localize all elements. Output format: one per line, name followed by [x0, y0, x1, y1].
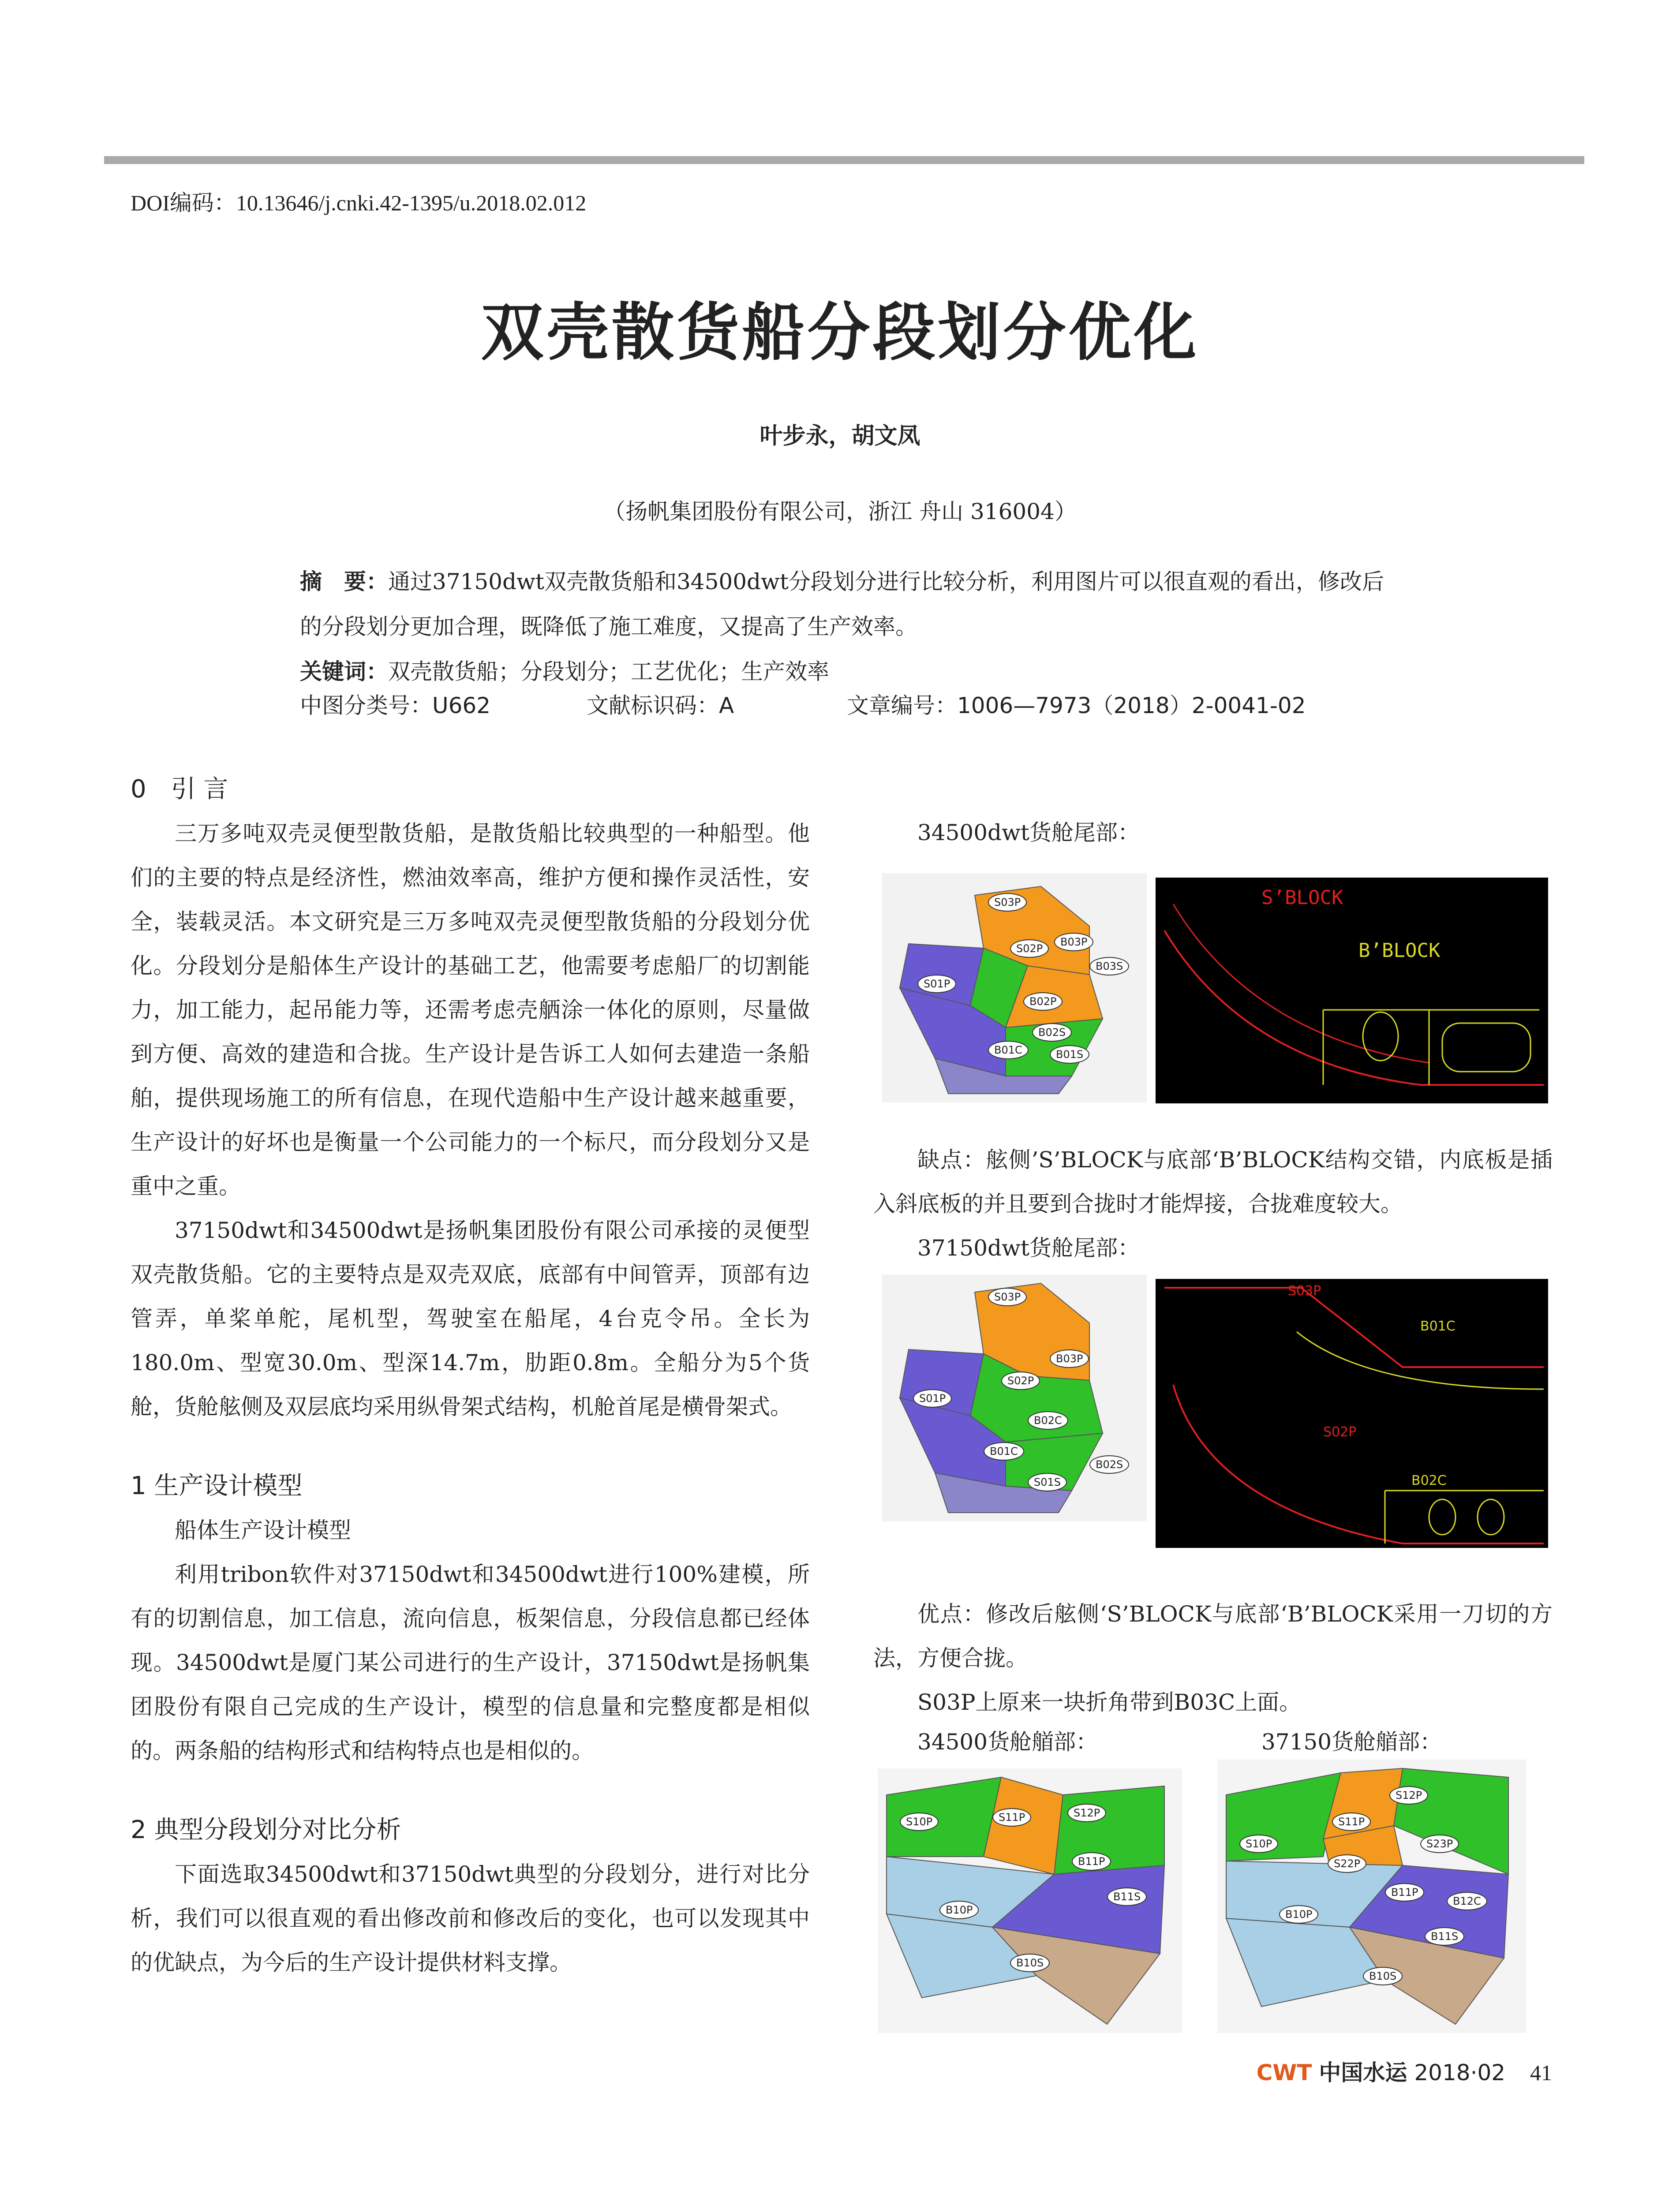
section-1-subtitle: 船体生产设计模型 — [175, 1517, 351, 1543]
block-label: B11P — [1385, 1883, 1424, 1902]
block-label: S22P — [1328, 1854, 1366, 1873]
doi-line: DOI编码：10.13646/j.cnki.42-1395/u.2018.02.012 — [131, 191, 587, 215]
block-label: B02S — [1089, 1455, 1129, 1474]
advantage-text — [873, 1592, 1553, 1724]
block-label: B02S — [1032, 1023, 1072, 1042]
block-label: B01C — [988, 1041, 1029, 1059]
block-label: S02P — [1010, 939, 1049, 958]
block-label: S01P — [913, 1389, 952, 1408]
intro-paragraph-1: 三万多吨双壳灵便型散货船，是散货船比较典型的一种船型。他们的主要的特点是经济性，燃油效率高，维护方便和操作灵活性，安全，装载灵活。本文研究是三万多吨双壳灵便型散货船的分段划分优化。分段划分是船体生产设计的基础工艺，他需要考虑船厂的切割能力，加工能力，起吊能力等，还需考虑壳舾涂一体化的原则，尽量做到方便、高效的建造和合拢。生产设计是告诉工人如何去建造一条船舶，提供现场施工的所有信息，在现代造船中生产设计越来越重要，生产设计的好坏也是衡量一个公司能力的一个标尺，而分段划分又是重中之重。 — [131, 821, 810, 1199]
block-label: B01C — [984, 1442, 1024, 1461]
abstract-text: 通过37150dwt双壳散货船和34500dwt分段划分进行比较分析，利用图片可以很直观的看出，修改后的分段划分更加合理，既降低了施工难度，又提高了生产效率。 — [300, 569, 1384, 639]
block-label: B02P — [1023, 992, 1063, 1011]
block-label: B10P — [939, 1901, 979, 1919]
clc-number: 中图分类号：U662 — [300, 693, 491, 718]
block-label: S03P — [988, 1288, 1027, 1306]
top-rule — [104, 156, 1584, 164]
block-label: S12P — [1389, 1786, 1428, 1805]
block-label: B12C — [1447, 1892, 1487, 1910]
block-label: B02C — [1028, 1411, 1068, 1430]
b01c-label: B01C — [1420, 1319, 1456, 1334]
advantage-paragraph: 优点：修改后舷侧‘S’BLOCK与底部‘B’BLOCK采用一刀切的方法，方便合拢。 — [873, 1601, 1553, 1671]
block-label: B10S — [1010, 1954, 1050, 1972]
caption-34500-aft: 34500dwt货舱尾部： — [917, 820, 1140, 845]
block-label: B03P — [1050, 1349, 1089, 1368]
page-footer — [1257, 2055, 1552, 2087]
left-column — [131, 767, 810, 1984]
keywords: 双壳散货船；分段划分；工艺优化；生产效率 — [388, 659, 829, 684]
block-label: B11P — [1072, 1852, 1111, 1871]
section-2-title: 2 典型分段划分对比分析 — [131, 1816, 401, 1844]
section-0-title: 0 引 言 — [131, 775, 228, 804]
figure-37150-aft-section — [1156, 1279, 1548, 1548]
journal-brand: CWT — [1256, 2060, 1312, 2085]
block-label: S12P — [1067, 1804, 1106, 1822]
block-label: B03P — [1054, 933, 1093, 951]
article-number: 文章编号：1006—7973（2018）2-0041-02 — [847, 693, 1306, 718]
figure-37150-aft-3d — [882, 1274, 1147, 1521]
journal-name: 中国水运 — [1319, 2060, 1407, 2085]
figure-34500-fore-3d — [878, 1768, 1182, 2033]
b-block-label: B’BLOCK — [1358, 939, 1441, 962]
block-label: S23P — [1420, 1835, 1459, 1853]
figure-34500-aft-section — [1156, 878, 1548, 1103]
abstract — [300, 559, 1394, 694]
figure-37150-fore-3d — [1217, 1760, 1526, 2033]
caption-37150-aft: 37150dwt货舱尾部： — [917, 1235, 1140, 1261]
abstract-label: 摘 要： — [300, 569, 388, 594]
block-label: B01S — [1050, 1045, 1089, 1064]
block-label: B10S — [1363, 1967, 1403, 1985]
block-label: S11P — [992, 1808, 1031, 1827]
block-label: S11P — [1332, 1813, 1371, 1831]
block-label: S02P — [1001, 1372, 1040, 1390]
block-label: B11S — [1425, 1927, 1464, 1946]
folding-note: S03P上原来一块折角带到B03C上面。 — [917, 1689, 1302, 1715]
block-label: S10P — [1239, 1835, 1278, 1853]
authors: 叶步永，胡文凤 — [760, 423, 920, 449]
block-label: B11S — [1107, 1887, 1147, 1906]
page-title: 双壳散货船分段划分优化 — [481, 296, 1199, 369]
block-label: S01S — [1028, 1473, 1067, 1491]
caption-37150-fore: 37150货舱艏部： — [1261, 1729, 1442, 1755]
caption-34500-fore: 34500货舱艏部： — [917, 1729, 1098, 1755]
s-block-label: S’BLOCK — [1261, 886, 1343, 909]
page-number: 41 — [1530, 2060, 1552, 2085]
section-2-paragraph: 下面选取34500dwt和37150dwt典型的分段划分，进行对比分析，我们可以很直观的看出修改前和修改后的变化，也可以发现其中的优缺点，为今后的生产设计提供材料支撑。 — [131, 1861, 810, 1975]
block-label: S03P — [988, 893, 1027, 912]
figure-34500-aft-3d — [882, 873, 1147, 1102]
intro-paragraph-2: 37150dwt和34500dwt是扬帆集团股份有限公司承接的灵便型双壳散货船。它的主要特点是双壳双底，底部有中间管弄，顶部有边管弄，单桨单舵，尾机型，驾驶室在船尾，4台克令吊。全长为180.0m、型宽30.0m、型深14.7m，肋距0.8m。全船分为5个货舱，货舱舷侧及双层底均采用纵骨架式结构，机舱首尾是横骨架式。 — [131, 1218, 810, 1420]
block-label: S10P — [900, 1813, 939, 1831]
b02c-label: B02C — [1411, 1473, 1447, 1488]
journal-issue: 2018·02 — [1414, 2060, 1506, 2085]
section-1-paragraph: 利用tribon软件对37150dwt和34500dwt进行100%建模，所有的切割信息，加工信息，流向信息，板架信息，分段信息都已经体现。34500dwt是厦门某公司进行的生产设计，37150dwt是扬帆集团股份有限自己完成的生产设计，模型的信息量和完整度都是相似的。两条船的结构形式和结构特点也是相似的。 — [131, 1562, 810, 1764]
block-label: B03S — [1089, 957, 1129, 975]
s03p-label: S03P — [1288, 1283, 1321, 1299]
section-1-title: 1 生产设计模型 — [131, 1472, 303, 1500]
drawback-text — [873, 1138, 1553, 1226]
block-label: S01P — [917, 975, 956, 993]
block-label: B10P — [1279, 1905, 1318, 1924]
s02p-label: S02P — [1323, 1424, 1357, 1440]
affiliation: （扬帆集团股份有限公司，浙江 舟山 316004） — [603, 499, 1077, 524]
keywords-label: 关键词： — [300, 659, 388, 684]
drawback-paragraph: 缺点：舷侧’S’BLOCK与底部‘B’BLOCK结构交错，内底板是插入斜底板的并且要到合拢时才能焊接，合拢难度较大。 — [873, 1147, 1553, 1217]
doc-code: 文献标识码：A — [587, 693, 734, 718]
